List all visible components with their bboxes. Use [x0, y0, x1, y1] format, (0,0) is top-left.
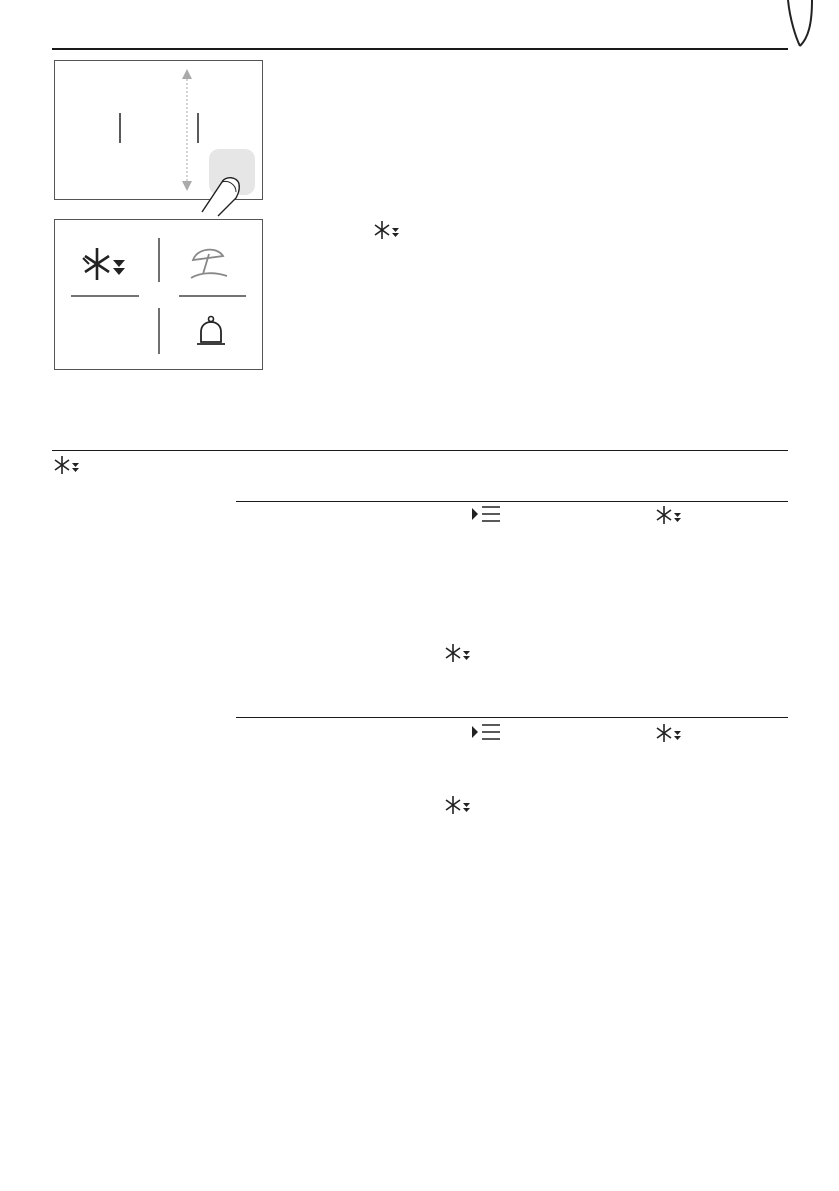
super-freeze-icon: [655, 723, 685, 743]
alarm-bell-icon[interactable]: [193, 314, 229, 354]
block-rule: [236, 501, 788, 502]
holiday-umbrella-icon[interactable]: [187, 242, 231, 282]
menu-icon: [470, 504, 504, 526]
mode-grid-panel: [54, 219, 263, 370]
header-rule: [52, 48, 788, 50]
block-rule: [236, 717, 788, 718]
menu-icon: [470, 722, 504, 744]
super-freeze-icon[interactable]: [81, 246, 131, 282]
super-freeze-icon: [373, 220, 403, 240]
super-freeze-icon: [444, 643, 474, 663]
super-freeze-icon: [655, 505, 685, 525]
section-rule: [52, 450, 788, 451]
super-freeze-icon: [53, 455, 83, 475]
super-freeze-icon: [444, 795, 474, 815]
